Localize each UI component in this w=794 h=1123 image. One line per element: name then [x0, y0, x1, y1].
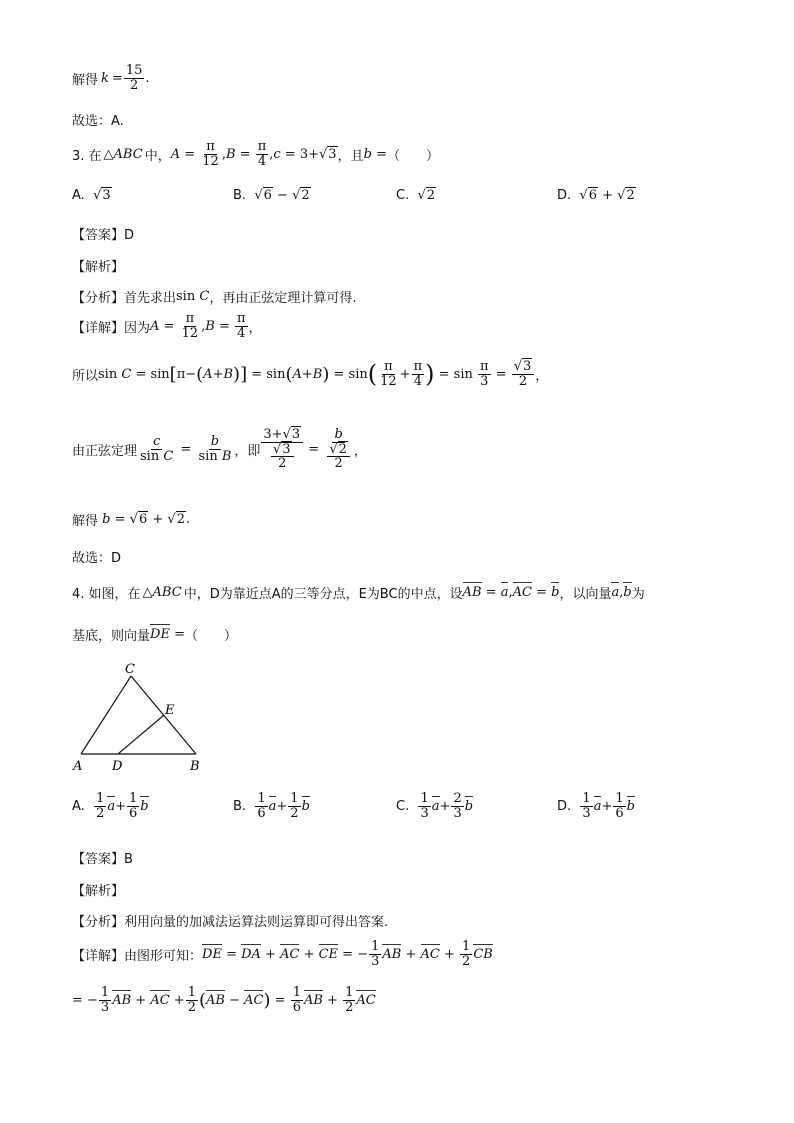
- q3-option-d[interactable]: D. √6 + √2: [557, 188, 635, 203]
- fraction: $\frac{15}{2}$: [125, 63, 143, 93]
- q3-answer: 【答案】D: [72, 228, 135, 243]
- q3-guxuan: 故选：D: [72, 551, 122, 566]
- label-b: B: [190, 759, 200, 774]
- choice-line: 故选：A.: [72, 114, 124, 129]
- q3-option-b[interactable]: B. √6 − √2: [233, 188, 310, 203]
- q3-suoyi: 所以 sin C = sin [ π− ( A + B ) ] = sin ( A + B ) = sin ( $\frac{\pi}{12}$ + $\frac{\pi}{4}$ ) = sin $\frac{\pi}{3}$ = $\frac{√3}{2}$ ，: [72, 359, 549, 389]
- question-4-stem: 4. 如图，在 △ABC 中，D为靠近点A的三等分点，E为BC的中点，设 AB = a , AC = b ，以向量 a , b 为: [72, 585, 645, 602]
- q3-jiede: 解得 b = √6 + √2 .: [72, 512, 191, 529]
- q4-option-a[interactable]: A. $\frac{1}{2}$ a + $\frac{1}{6}$ b: [72, 791, 149, 821]
- triangle-figure: [72, 660, 212, 775]
- q4-fenxi: 【分析】利用向量的加减法运算法则运算即可得出答案.: [72, 915, 389, 930]
- label-a: A: [73, 759, 83, 774]
- q4-answer: 【答案】B: [72, 852, 133, 867]
- q4-xiangjie-2: = − $\frac{1}{3}$ AB + AC + $\frac{1}{2}$ ( AB − AC ) = $\frac{1}{6}$ AB + $\frac{1}{2}$ AC: [72, 985, 376, 1015]
- q3-sine-law: 由正弦定理 $\frac{c}{\text{sin C}}$ = $\frac{b}{\text{sin B}}$ ，即 $\frac{3+√3}{\frac{√3}{2}}$ = $\frac{b}{\frac{√2}{2}}$ ，: [72, 427, 367, 472]
- q4-option-d[interactable]: D. $\frac{1}{3}$ a + $\frac{1}{6}$ b: [557, 791, 635, 821]
- q3-analysis-heading: 【解析】: [72, 260, 125, 275]
- q4-xiangjie: 【详解】由图形可知： DE = DA + AC + CE = − $\frac{1}{3}$ AB + AC + $\frac{1}{2}$ CB: [72, 939, 493, 969]
- question-4-stem-2: 基底，则向量 DE = （ ）: [72, 627, 237, 644]
- text: 解得: [72, 72, 99, 88]
- q4-option-b[interactable]: B. $\frac{1}{6}$ a + $\frac{1}{2}$ b: [233, 791, 310, 821]
- label-e: E: [165, 703, 175, 718]
- q3-xiangjie: 【详解】因为 A = $\frac{\pi}{12}$ , B = $\frac{\pi}{4}$ ，: [72, 311, 262, 341]
- q3-option-c[interactable]: C. √2: [396, 188, 436, 203]
- var-k: k: [101, 70, 109, 86]
- q4-option-c[interactable]: C. $\frac{1}{3}$ a + $\frac{2}{3}$ b: [396, 791, 474, 821]
- q3-fenxi: 【分析】首先求出 sin C ，再由正弦定理计算可得.: [72, 289, 357, 306]
- q4-analysis-heading: 【解析】: [72, 884, 125, 899]
- label-d: D: [112, 759, 123, 774]
- question-3-stem: 3. 在 △ABC 中， A = $\frac{\pi}{12}$ , B = $\frac{\pi}{4}$ , c = 3+ √3 ，且 b = （ ）: [72, 139, 439, 169]
- q3-option-a[interactable]: A. √3: [72, 188, 111, 203]
- label-c: C: [125, 662, 135, 677]
- solution-k-line: 解得 k = $\frac{15}{2}$ .: [72, 63, 150, 93]
